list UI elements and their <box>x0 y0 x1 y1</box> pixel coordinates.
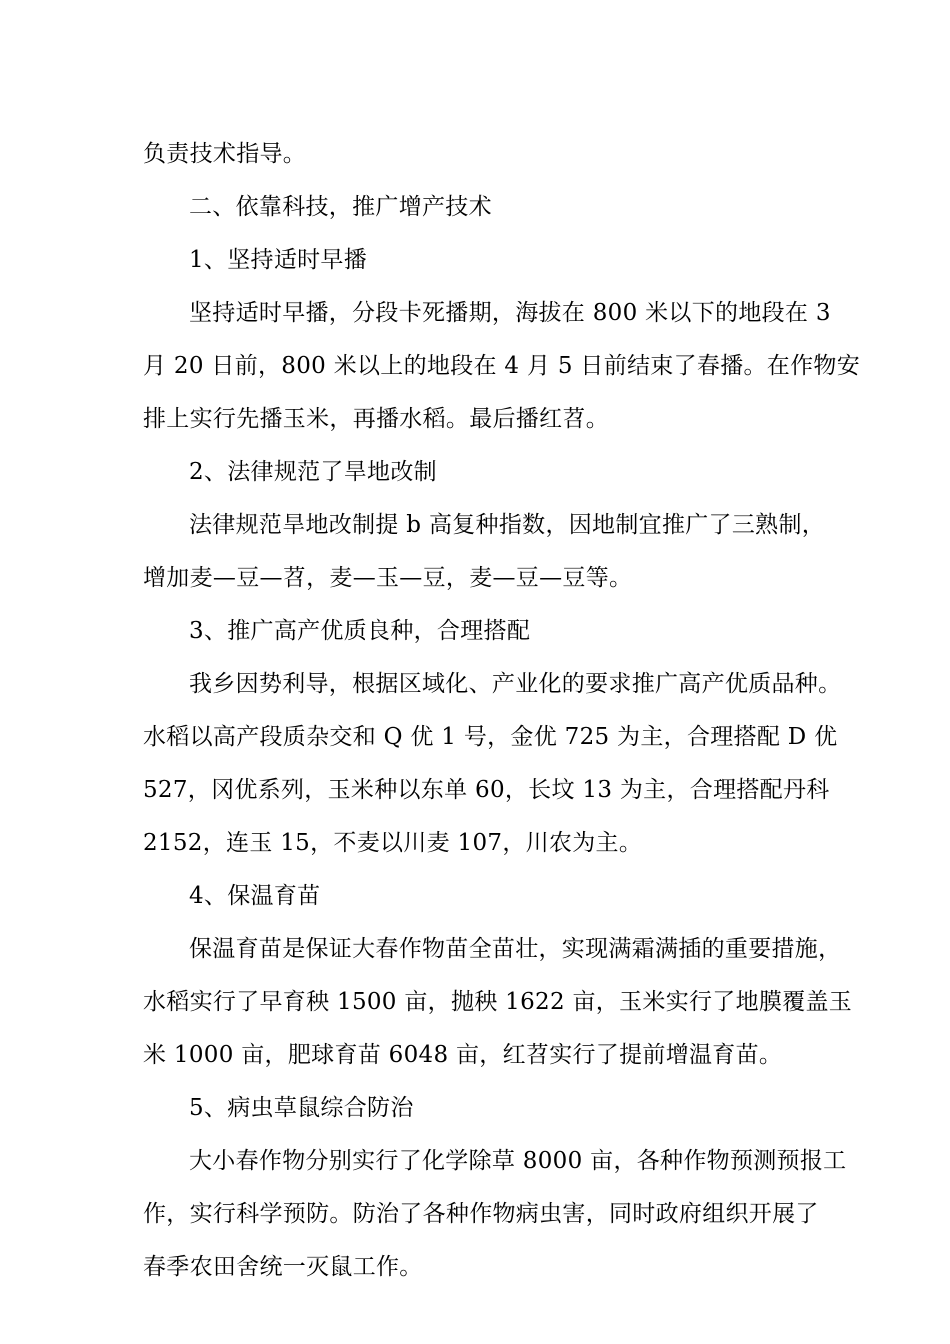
text-line: 水稻以高产段质杂交和 Q 优 1 号，金优 725 为主，合理搭配 D 优 <box>143 724 838 750</box>
text-line: 增加麦—豆—苕，麦—玉—豆，麦—豆—豆等。 <box>143 565 633 591</box>
text-line: 保温育苗是保证大春作物苗全苗壮，实现满霜满插的重要措施， <box>189 936 842 962</box>
text-line: 2152，连玉 15，不麦以川麦 107，川农为主。 <box>143 830 643 856</box>
text-line: 法律规范旱地改制提 b 高复种指数，因地制宜推广了三熟制， <box>189 512 826 538</box>
text-line: 春季农田舍统一灭鼠工作。 <box>143 1254 423 1280</box>
subsection-heading: 3、推广高产优质良种，合理搭配 <box>189 618 531 644</box>
text-line: 负责技术指导。 <box>143 141 307 167</box>
text-line: 坚持适时早播，分段卡死播期，海拔在 800 米以下的地段在 3 <box>189 300 831 326</box>
text-line: 水稻实行了早育秧 1500 亩，抛秧 1622 亩，玉米实行了地膜覆盖玉 <box>143 989 853 1015</box>
subsection-heading: 5、病虫草鼠综合防治 <box>189 1095 414 1121</box>
document-body <box>143 128 861 1294</box>
text-line: 米 1000 亩，肥球育苗 6048 亩，红苕实行了提前增温育苗。 <box>143 1042 783 1068</box>
text-line: 月 20 日前，800 米以上的地段在 4 月 5 日前结束了春播。在作物安 <box>143 353 861 379</box>
section-heading: 二、依靠科技，推广增产技术 <box>189 194 492 220</box>
text-line: 大小春作物分别实行了化学除草 8000 亩，各种作物预测预报工 <box>189 1148 847 1174</box>
subsection-heading: 2、法律规范了旱地改制 <box>189 459 437 485</box>
subsection-heading: 4、保温育苗 <box>189 883 321 909</box>
text-line: 作，实行科学预防。防治了各种作物病虫害，同时政府组织开展了 <box>143 1201 819 1227</box>
text-line: 我乡因势利导，根据区域化、产业化的要求推广高产优质品种。 <box>189 671 842 697</box>
text-line: 527，冈优系列，玉米种以东单 60，长坟 13 为主，合理搭配丹科 <box>143 777 830 803</box>
subsection-heading: 1、坚持适时早播 <box>189 247 368 273</box>
text-line: 排上实行先播玉米，再播水稻。最后播红苕。 <box>143 406 609 432</box>
